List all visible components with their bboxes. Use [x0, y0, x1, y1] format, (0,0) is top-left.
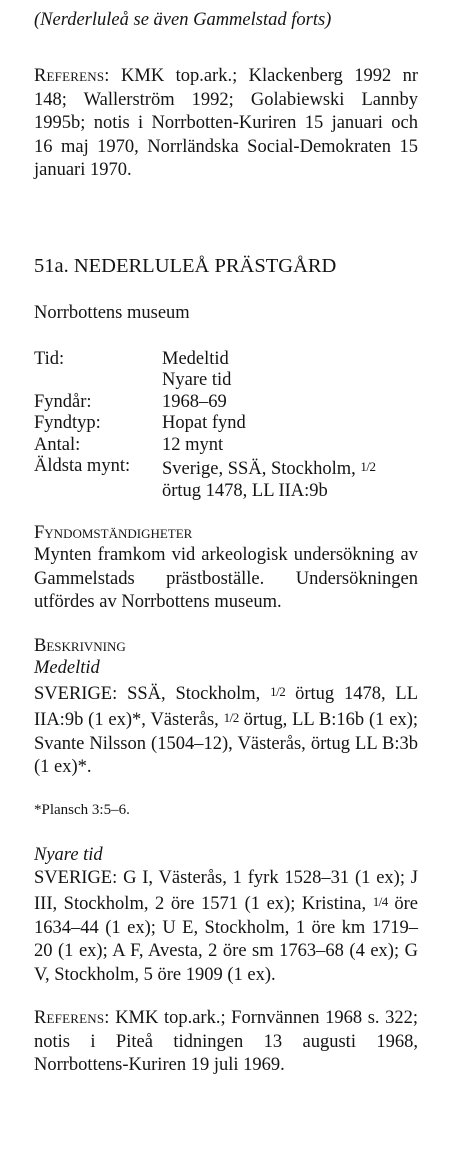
entry-title: 51a. NEDERLULEÅ PRÄSTGÅRD [34, 254, 337, 277]
fact-label: Fyndtyp: [34, 413, 101, 433]
references-label: Referens: [34, 1008, 110, 1028]
subheading-modern: Nyare tid [34, 844, 103, 865]
medieval-coin-list: SVERIGE: SSÄ, Stockholm, 1/2 örtug 1478, LL IIA:9b (1 ex)*, Västerås, 1/2 örtug, LL B:16b (1 ex); Svante Nilsson (1504–12), Västerås, örtug LL B:3b (1 ex)*. [34, 683, 419, 777]
fact-value: Sverige, SSÄ, Stockholm, 1/2 örtug 1478, LL IIA:9b [162, 459, 376, 501]
fact-label: Äldsta mynt: [34, 456, 131, 476]
fact-row-aldsta [34, 456, 418, 502]
references-text: KMK top.ark.; Klackenberg 1992 nr 148; Wallerström 1992; Golabiewski Lannby 1995b; notis i Norrbotten-Kuriren 15 januari och 16 maj 1970, Norrländska Social-Demokraten 15 januari 1970. [34, 66, 418, 180]
section-heading: Beskrivning [34, 635, 126, 656]
fact-row-fyndtyp [34, 413, 418, 435]
fact-value: Medeltid [162, 348, 229, 369]
subheading-medieval: Medeltid [34, 657, 100, 678]
fact-value: Hopat fynd [162, 413, 246, 433]
references-text: KMK top.ark.; Fornvännen 1968 s. 322; notis i Piteå tidningen 13 augusti 1968, Norrbottens-Kuriren 19 juli 1969. [34, 1008, 418, 1075]
fact-label: Antal: [34, 434, 81, 455]
fact-row-antal [34, 435, 418, 457]
fraction: 1/2 [360, 459, 376, 474]
fact-label: Tid: [34, 348, 65, 369]
museum-name: Norrbottens museum [34, 302, 190, 323]
fact-value: 1968–69 [162, 391, 227, 412]
modern-coin-list: SVERIGE: G I, Västerås, 1 fyrk 1528–31 (1 ex); J III, Stockholm, 2 öre 1571 (1 ex); Kristina, 1/4 öre 1634–44 (1 ex); U E, Stockholm, 1 öre km 1719–20 (1 ex); A F, Avesta, 2 öre sm 1763–68 (4 ex); G V, Stockholm, 5 öre 1909 (1 ex). [34, 867, 418, 985]
find-facts-table [34, 349, 418, 503]
fact-value: 12 mynt [162, 434, 224, 455]
document-page [34, 8, 418, 1078]
previous-entry-references [34, 65, 418, 183]
fact-row-tid [34, 349, 418, 371]
fact-row-fyndar [34, 392, 418, 414]
fraction: 1/2 [270, 683, 286, 699]
section-text: Mynten framkom vid arkeologisk undersökning av Gammelstads prästboställe. Undersökningen utfördes av Norrbottens museum. [34, 545, 418, 612]
fact-value: Nyare tid [162, 370, 232, 390]
fraction: 1/2 [223, 710, 239, 725]
fact-row-tid-2 [34, 370, 418, 392]
section-heading: Fyndomständigheter [34, 523, 193, 543]
section-find-circumstances [34, 522, 418, 615]
fact-label: Fyndår: [34, 391, 92, 412]
previous-entry-heading: (Nerderluleå se även Gammelstad forts) [34, 10, 332, 30]
references-label: Referens: [34, 66, 110, 86]
section-description [34, 635, 418, 988]
fraction: 1/4 [372, 894, 388, 909]
entry-references [34, 1007, 418, 1078]
plate-footnote: *Plansch 3:5–6. [34, 801, 130, 818]
